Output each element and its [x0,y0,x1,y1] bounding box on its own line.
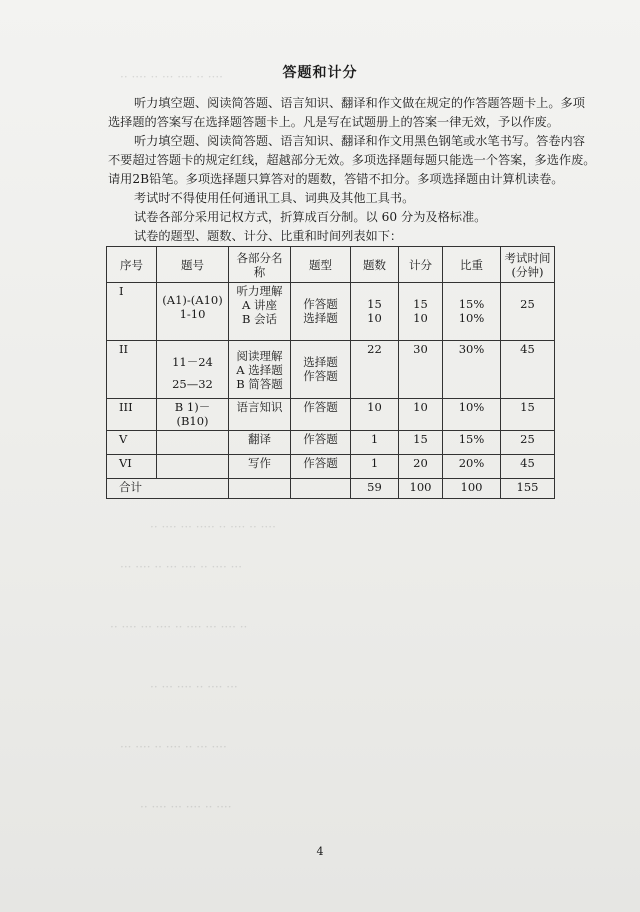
cell-text: 听力理解 [236,284,283,298]
name-cell: 语言知识 [229,399,291,431]
cell-text: 10 [413,311,428,325]
type-cell: 作答题 [291,399,351,431]
total-time: 155 [501,479,555,499]
cell-text: 选择题 [303,311,338,325]
time-cell: 15 [501,399,555,431]
type-cell [291,341,351,399]
weight-cell: 20% [443,455,501,479]
num-cell [157,283,229,341]
page-number: 4 [316,845,324,858]
count-cell: 22 [351,341,399,399]
empty-cell [229,479,291,499]
seq-cell: I [107,283,157,341]
cell-text: 15% [458,297,485,311]
cell-text: 10% [458,311,485,325]
cell-text: 作答题 [303,369,338,383]
seq-cell: III [107,399,157,431]
seq-cell: VI [107,455,157,479]
paragraph-line: 考试时不得使用任何通讯工具、词典及其他工具书。 [134,191,415,205]
paragraph-3 [108,189,538,208]
cell-text: B 1)－ [174,400,211,414]
cell-text: 15 [367,297,382,311]
cell-text: (B10) [176,414,209,428]
time-cell [501,283,555,341]
num-cell [157,341,229,399]
name-cell [229,341,291,399]
cell-text: 作答题 [303,297,338,311]
page: ·· ···· ·· ··· ···· ·· ···· ·· ···· ··· ····· ·· ···· ·· ···· ··· ···· ·· ··· ···· ·· ···· ··· ·· ···· ··· ···· ·· ···· ··· ···· ·· ·· ··· ···· ·· ···· ··· ··· ···· ·· ···· ·· ··· ···· ·· ···· ··· ···· ·· ···· 答题和计分 听力填空题、阅读简答题、语言知识、翻译和作文做在规定的作答题答题卡上。多项 选择题的答案写在选择题答题卡上。凡是写在试题册上的答案一律无效，予以作废。 听力填空题、阅读简答题、语言知识、翻译和作文用黑色钢笔或水笔书写。答卷内容 不要超过答题卡的规定红线，超越部分无效。多项选择题每题只能选一个答案，多选作废。 请用2B铅笔。多项选择题只算答对的题数，答错不扣分。多项选择题由计算机读卷。 考试时不得使用任何通讯工具、词典及其他工具书。 试卷各部分采用记权方式，折算成百分制。以 60 分为及格标准。 试卷的题型、题数、计分、比重和时间列表如下： 序号 题号 各部分名称 题型 题数 计分 比重 考试时间(分钟) I (A1)-(A10) 1-10 听力理解 A 讲座 B 会话 作答题 选择题 15 10 15 10 15% 10% 25 II 11－24 25—32 阅读理解 A 选择题 B 简答题 选择题 作答题 22 30 30% 45 III B 1)－ (B10) 语言知识 作答题 10 10 10% 15 V 翻译 作答题 1 15 15% 25 VI 写作 作答题 1 20 20% 45 合计 59 100 100 155 4 [0,0,640,912]
weight-cell: 15% [443,431,501,455]
count-cell: 1 [351,431,399,455]
score-cell: 10 [399,399,443,431]
cell-text: A 讲座 [242,298,277,312]
seq-cell: V [107,431,157,455]
cell-text: 11－24 [172,355,213,369]
name-cell: 翻译 [229,431,291,455]
cell-text: 15 [413,297,428,311]
time-cell: 45 [501,455,555,479]
num-cell [157,455,229,479]
cell-text: 25 [520,297,535,311]
total-count: 59 [351,479,399,499]
header-cell: 各部分名称 [229,247,291,283]
header-cell: 序号 [107,247,157,283]
cell-text: B 简答题 [236,377,283,391]
cell-text: 10 [367,311,382,325]
count-cell: 1 [351,455,399,479]
paragraph-line: 听力填空题、阅读简答题、语言知识、翻译和作文做在规定的作答题答题卡上。多项 [134,96,585,110]
table-row [107,431,555,455]
cell-text: B 会话 [241,312,278,326]
header-cell: 题型 [291,247,351,283]
header-cell: 题号 [157,247,229,283]
empty-cell [291,479,351,499]
table-row [107,341,555,399]
score-cell: 15 [399,431,443,455]
header-cell: 题数 [351,247,399,283]
count-cell: 10 [351,399,399,431]
table-row [107,399,555,431]
score-cell [399,283,443,341]
time-cell: 25 [501,431,555,455]
type-cell: 作答题 [291,455,351,479]
total-score: 100 [399,479,443,499]
cell-text: (A1)-(A10) [162,293,223,307]
cell-text: 选择题 [303,355,338,369]
table-header-row [107,247,555,283]
paragraph-line: 选择题的答案写在选择题答题卡上。凡是写在试题册上的答案一律无效，予以作废。 [108,115,559,129]
score-cell: 30 [399,341,443,399]
cell-text: A 选择题 [236,363,283,377]
cell-text: 25—32 [172,377,213,391]
paragraph-line: 听力填空题、阅读简答题、语言知识、翻译和作文用黑色钢笔或水笔书写。答卷内容 [134,134,585,148]
header-cell: 计分 [399,247,443,283]
table-row [107,283,555,341]
seq-cell: II [107,341,157,399]
name-cell [229,283,291,341]
num-cell [157,431,229,455]
cell-text: 阅读理解 [236,349,283,363]
paragraph-line: 试卷的题型、题数、计分、比重和时间列表如下： [134,229,403,243]
section-title: 答题和计分 [282,65,358,81]
paragraph-1 [108,94,585,132]
type-cell: 作答题 [291,431,351,455]
paragraph-line: 试卷各部分采用记权方式，折算成百分制。以 60 分为及格标准。 [134,210,487,224]
exam-structure-table [106,246,555,499]
name-cell: 写作 [229,455,291,479]
type-cell [291,283,351,341]
paragraph-2 [108,132,596,189]
cell-text: 1-10 [179,307,206,321]
table-row [107,455,555,479]
paragraph-line: 请用2B铅笔。多项选择题只算答对的题数，答错不扣分。多项选择题由计算机读卷。 [108,172,564,186]
header-cell: 比重 [443,247,501,283]
num-cell [157,399,229,431]
weight-cell: 10% [443,399,501,431]
weight-cell: 30% [443,341,501,399]
time-cell: 45 [501,341,555,399]
table-total-row [107,479,555,499]
count-cell [351,283,399,341]
paragraph-line: 不要超过答题卡的规定红线，超越部分无效。多项选择题每题只能选一个答案，多选作废。 [108,153,596,167]
score-cell: 20 [399,455,443,479]
header-cell: 考试时间(分钟) [501,247,555,283]
total-weight: 100 [443,479,501,499]
total-label: 合计 [107,479,229,499]
paragraph-5 [108,227,538,246]
paragraph-4 [108,208,538,227]
weight-cell [443,283,501,341]
